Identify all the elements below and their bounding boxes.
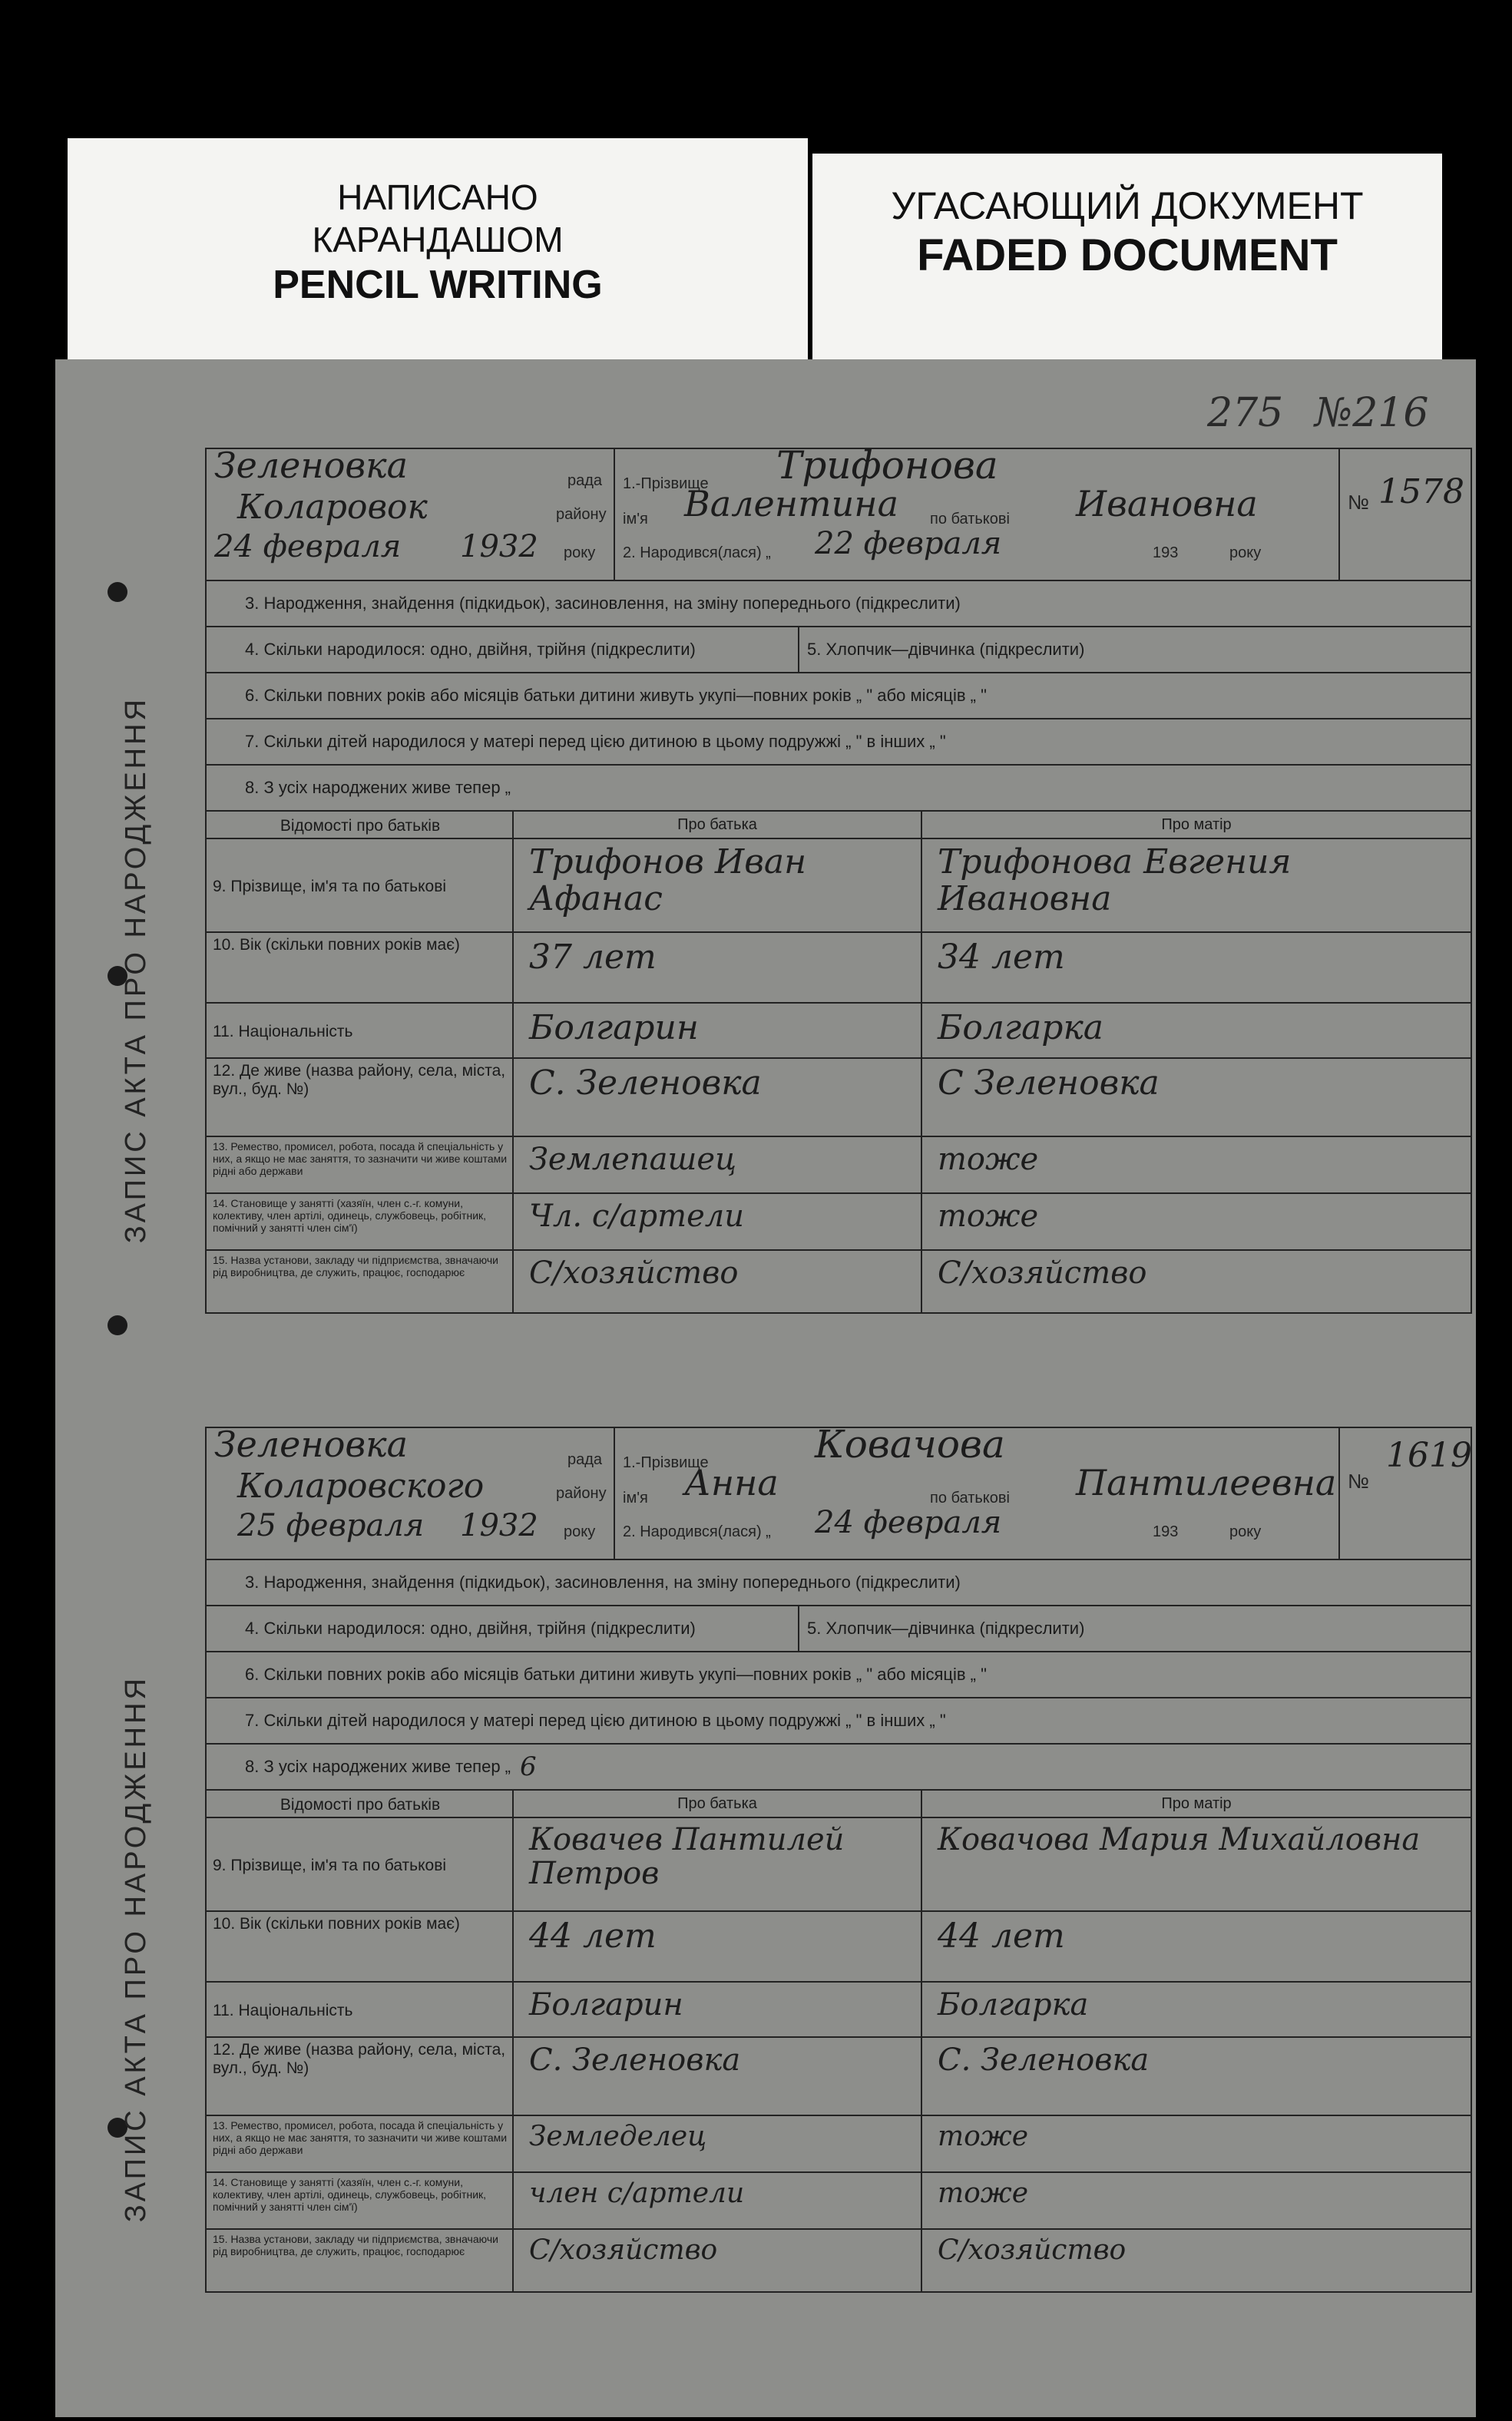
page-number: 275 bbox=[1207, 390, 1284, 436]
father-name: Ковачев Пантилей Петров bbox=[529, 1822, 845, 1891]
number-block bbox=[1338, 1428, 1471, 1559]
surname-label: 1.-Прізвище bbox=[623, 1454, 709, 1471]
birth-date-value: 24 февраля bbox=[815, 1505, 1002, 1540]
row-12 bbox=[205, 2038, 1472, 2116]
raion-value: Коларовского bbox=[237, 1467, 485, 1506]
row-14-label: 14. Становище у занятті (хазяїн, член с.-г. комуни, колективу, член артілі, одинець, службовець, робітник, помічний у занятті член сім'ї) bbox=[207, 1194, 514, 1249]
father-occupation: Земледелец bbox=[529, 2121, 707, 2152]
surname-value: Ковачова bbox=[815, 1422, 1005, 1467]
th-father: Про батька bbox=[514, 812, 922, 838]
registration-block bbox=[207, 1424, 615, 1559]
mother-name: Ковачова Мария Михайловна bbox=[938, 1822, 1421, 1857]
row-5: 5. Хлопчик—дівчинка (підкреслити) bbox=[807, 640, 1085, 659]
record-header bbox=[205, 443, 1472, 581]
registration-year: 1932 bbox=[460, 529, 538, 564]
mother-workplace: С/хозяйство bbox=[938, 1255, 1147, 1291]
birth-roku-label: року bbox=[1229, 1523, 1262, 1540]
father-age: 44 лет bbox=[529, 1917, 657, 1956]
name-label: ім'я bbox=[623, 1490, 648, 1507]
row-6: 6. Скільки повних років або місяців батьки дитини живуть укупі—повних років „ " або місяців „ " bbox=[205, 1652, 1472, 1698]
card-left-line-3: PENCIL WRITING bbox=[273, 263, 603, 308]
row-10 bbox=[205, 1912, 1472, 1983]
row-9-label: 9. Прізвище, ім'я та по батькові bbox=[207, 839, 514, 931]
mother-residence: С. Зеленовка bbox=[938, 2042, 1150, 2078]
th-info: Відомості про батьків bbox=[207, 812, 514, 838]
father-position: член с/артели bbox=[529, 2178, 745, 2209]
patronymic-label: по батькові bbox=[930, 511, 1010, 528]
row-11-label: 11. Національність bbox=[207, 1004, 514, 1057]
birth-roku-label: року bbox=[1229, 544, 1262, 561]
mother-nationality: Болгарка bbox=[938, 1008, 1103, 1047]
name-label: ім'я bbox=[623, 511, 648, 528]
row-4-5 bbox=[205, 627, 1472, 673]
card-right-line-2: FADED DOCUMENT bbox=[917, 230, 1338, 280]
card-left-line-1: НАПИСАНО bbox=[337, 177, 538, 217]
mother-age: 44 лет bbox=[938, 1917, 1065, 1956]
row-3: 3. Народження, знайдення (підкидьок), засиновлення, на зміну попереднього (підкреслити) bbox=[205, 581, 1472, 627]
surname-label: 1.-Прізвище bbox=[623, 475, 709, 492]
raion-label: району bbox=[556, 1485, 607, 1502]
number-label: № bbox=[1348, 491, 1369, 514]
birth-year-label: 193 bbox=[1153, 544, 1179, 561]
th-father: Про батька bbox=[514, 1791, 922, 1817]
row-13 bbox=[205, 2116, 1472, 2173]
row-13-label: 13. Ремество, промисел, робота, посада й спеціальність у них, а якщо не має заняття, то зазначити чи живе коштами рідні або держави bbox=[207, 2116, 514, 2171]
registration-block bbox=[207, 445, 615, 580]
birth-year-label: 193 bbox=[1153, 1523, 1179, 1540]
record-number: 1619 bbox=[1386, 1436, 1472, 1475]
row-7: 7. Скільки дітей народилося у матері перед цією дитиною в цьому подружжі „ " в інших „ " bbox=[205, 719, 1472, 766]
birth-label: 2. Народився(лася) „ bbox=[623, 1523, 771, 1540]
row-11 bbox=[205, 1983, 1472, 2038]
parents-table-header bbox=[205, 1791, 1472, 1818]
row-10-label: 10. Вік (скільки повних років має) bbox=[207, 1912, 514, 1981]
patronymic-value: Пантилеевна bbox=[1076, 1462, 1337, 1503]
mother-workplace: С/хозяйство bbox=[938, 2234, 1127, 2266]
rada-label: рада bbox=[567, 472, 603, 489]
row-12-label: 12. Де живе (назва району, села, міста, вул., буд. №) bbox=[207, 1059, 514, 1136]
father-nationality: Болгарин bbox=[529, 1987, 683, 2022]
roku-label: року bbox=[564, 1523, 596, 1540]
row-14 bbox=[205, 1194, 1472, 1251]
rada-label: рада bbox=[567, 1451, 603, 1468]
row-4: 4. Скільки народилося: одно, двійня, трійня (підкреслити) bbox=[207, 1606, 799, 1651]
row-9-label: 9. Прізвище, ім'я та по батькові bbox=[207, 1818, 514, 1910]
row-10 bbox=[205, 933, 1472, 1004]
row-15-label: 15. Назва установи, закладу чи підприємства, звначаючи рід виробництва, де служить, працює, господарює bbox=[207, 1251, 514, 1312]
name-value: Валентина bbox=[684, 483, 899, 524]
row-8-value: 6 bbox=[520, 1751, 537, 1782]
name-value: Анна bbox=[684, 1462, 779, 1503]
raion-label: району bbox=[556, 506, 607, 523]
mother-name: Трифонова Евгения Ивановна bbox=[938, 842, 1292, 919]
sheet-number: №216 bbox=[1315, 390, 1429, 436]
surname-value: Трифонова bbox=[776, 443, 998, 488]
father-workplace: С/хозяйство bbox=[529, 1255, 739, 1291]
parents-table-header bbox=[205, 812, 1472, 839]
row-6: 6. Скільки повних років або місяців батьки дитини живуть укупі—повних років „ " або місяців „ " bbox=[205, 673, 1472, 719]
father-occupation: Землепашец bbox=[529, 1142, 736, 1177]
father-age: 37 лет bbox=[529, 938, 657, 977]
mother-position: тоже bbox=[938, 2178, 1029, 2209]
registration-year: 1932 bbox=[460, 1508, 538, 1543]
row-12 bbox=[205, 1059, 1472, 1137]
document-sheet bbox=[55, 359, 1476, 2417]
father-position: Чл. с/артели bbox=[529, 1199, 744, 1234]
raion-value: Коларовок bbox=[237, 488, 428, 527]
patronymic-value: Ивановна bbox=[1076, 483, 1258, 524]
row-15 bbox=[205, 2230, 1472, 2293]
row-15 bbox=[205, 1251, 1472, 1314]
mother-occupation: тоже bbox=[938, 2121, 1029, 2152]
row-11-label: 11. Національність bbox=[207, 1983, 514, 2036]
father-workplace: С/хозяйство bbox=[529, 2234, 718, 2266]
th-mother: Про матір bbox=[1161, 1794, 1232, 1812]
row-9 bbox=[205, 839, 1472, 933]
card-right-line-1: УГАСАЮЩИЙ ДОКУМЕНТ bbox=[891, 184, 1364, 227]
row-11 bbox=[205, 1004, 1472, 1059]
mother-age: 34 лет bbox=[938, 938, 1065, 977]
birth-record-1 bbox=[119, 443, 1472, 1314]
row-15-label: 15. Назва установи, закладу чи підприємства, звначаючи рід виробництва, де служить, працює, господарює bbox=[207, 2230, 514, 2291]
child-block bbox=[615, 1422, 1338, 1559]
row-12-label: 12. Де живе (назва району, села, міста, вул., буд. №) bbox=[207, 2038, 514, 2115]
birth-date-value: 22 февраля bbox=[815, 526, 1002, 561]
rada-value: Зеленовка bbox=[214, 1424, 409, 1465]
row-14 bbox=[205, 2173, 1472, 2230]
card-left-line-2: КАРАНДАШОМ bbox=[312, 220, 564, 260]
birth-record-2 bbox=[119, 1422, 1472, 2293]
row-7: 7. Скільки дітей народилося у матері перед цією дитиною в цьому подружжі „ " в інших „ " bbox=[205, 1698, 1472, 1745]
record-number: 1578 bbox=[1378, 472, 1464, 511]
th-mother: Про матір bbox=[1161, 815, 1232, 833]
father-nationality: Болгарин bbox=[529, 1008, 699, 1047]
faded-document-label-card bbox=[812, 154, 1442, 361]
row-4: 4. Скільки народилося: одно, двійня, трійня (підкреслити) bbox=[207, 627, 799, 672]
row-10-label: 10. Вік (скільки повних років має) bbox=[207, 933, 514, 1002]
father-residence: С. Зеленовка bbox=[529, 2042, 741, 2078]
roku-label: року bbox=[564, 544, 596, 561]
rada-value: Зеленовка bbox=[214, 445, 409, 486]
row-8: 8. З усіх народжених живе тепер „ bbox=[205, 766, 1472, 812]
number-block bbox=[1338, 449, 1471, 580]
pencil-writing-label-card bbox=[68, 138, 808, 369]
birth-label: 2. Народився(лася) „ bbox=[623, 544, 771, 561]
record-header bbox=[205, 1422, 1472, 1560]
mother-position: тоже bbox=[938, 1199, 1039, 1234]
row-5: 5. Хлопчик—дівчинка (підкреслити) bbox=[807, 1619, 1085, 1638]
row-13 bbox=[205, 1137, 1472, 1194]
mother-occupation: тоже bbox=[938, 1142, 1039, 1177]
row-3: 3. Народження, знайдення (підкидьок), засиновлення, на зміну попереднього (підкреслити) bbox=[205, 1560, 1472, 1606]
number-label: № bbox=[1348, 1470, 1369, 1493]
th-info: Відомості про батьків bbox=[207, 1791, 514, 1817]
side-title: ЗАПИС АКТА ПРО НАРОДЖЕННЯ bbox=[119, 1675, 152, 2223]
father-name: Трифонов Иван Афанас bbox=[529, 842, 807, 919]
row-8: 8. З усіх народжених живе тепер „ 6 bbox=[205, 1745, 1472, 1791]
row-13-label: 13. Ремество, промисел, робота, посада й спеціальність у них, а якщо не має заняття, то зазначити чи живе коштами рідні або держави bbox=[207, 1137, 514, 1192]
child-block bbox=[615, 443, 1338, 580]
side-title: ЗАПИС АКТА ПРО НАРОДЖЕННЯ bbox=[119, 696, 152, 1244]
mother-nationality: Болгарка bbox=[938, 1987, 1089, 2022]
registration-date: 24 февраля bbox=[214, 529, 402, 564]
row-9 bbox=[205, 1818, 1472, 1912]
row-14-label: 14. Становище у занятті (хазяїн, член с.-г. комуни, колективу, член артілі, одинець, службовець, робітник, помічний у занятті член сім'ї) bbox=[207, 2173, 514, 2228]
registration-date: 25 февраля bbox=[237, 1508, 425, 1543]
row-4-5 bbox=[205, 1606, 1472, 1652]
mother-residence: С Зеленовка bbox=[938, 1063, 1160, 1103]
patronymic-label: по батькові bbox=[930, 1490, 1010, 1507]
father-residence: С. Зеленовка bbox=[529, 1063, 762, 1103]
